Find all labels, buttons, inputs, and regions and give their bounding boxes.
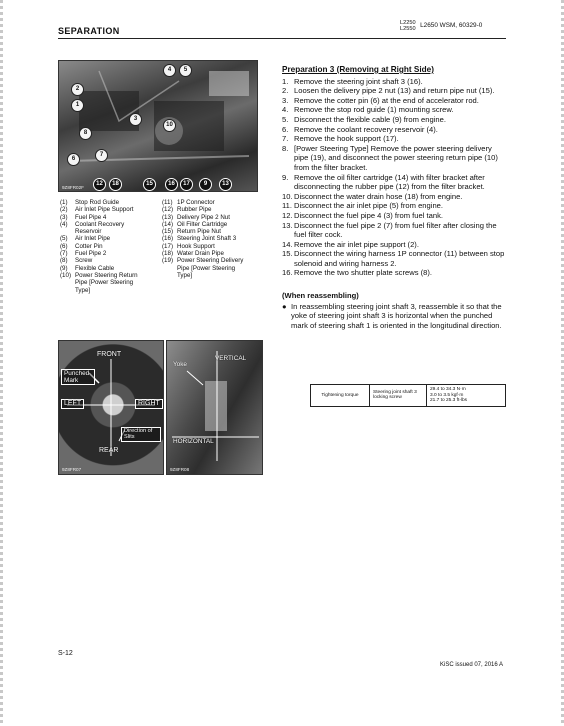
callout-6: 6	[67, 153, 80, 166]
callout-10: 10	[163, 119, 176, 132]
step: 2. Loosen the delivery pipe 2 nut (13) and return pipe nut (15).	[282, 86, 495, 96]
instructions	[282, 65, 508, 330]
legend-item: (4) Coolant Recovery	[60, 220, 125, 228]
legend-left	[60, 199, 160, 294]
bullet-icon: ●	[282, 301, 287, 311]
step: 3. Remove the cotter pin (6) at the end of accelerator rod.	[282, 95, 479, 105]
header-rule	[58, 38, 506, 39]
steering-shaft-photo	[58, 340, 164, 475]
issue-note: KiSC issued 07, 2016 A	[440, 662, 504, 668]
page-number: S-12	[58, 650, 73, 657]
legend-item: Type]	[177, 271, 193, 279]
step: 9. Remove the oil filter cartridge (14) with filter bracket after disconnecting the rubber pipe (12) from the filter bracket.	[282, 172, 485, 192]
label-right: RIGHT	[135, 399, 163, 409]
callout-4: 4	[163, 64, 176, 77]
legend-item: (16) Steering Joint Shaft 3	[162, 235, 237, 243]
yoke-photo	[166, 340, 263, 475]
callout-5: 5	[179, 64, 192, 77]
step: 1. Remove the steering joint shaft 3 (16).	[282, 76, 423, 86]
label-direction-slits: Direction of Slits	[121, 427, 161, 442]
legend-item: (10) Power Steering Return	[60, 271, 138, 279]
step: 7. Remove the hook support (17).	[282, 134, 399, 144]
callout-3: 3	[129, 113, 142, 126]
callout-7: 7	[95, 149, 108, 162]
callout-12: 12	[93, 178, 106, 191]
torque-values	[427, 385, 506, 407]
photo-code: 9Z8FR07	[62, 467, 82, 472]
preparation-title: Preparation 3 (Removing at Right Side)	[282, 65, 434, 74]
legend-item: (2) Air Inlet Pipe Support	[60, 206, 134, 214]
header-reference	[400, 20, 482, 33]
step: 15. Disconnect the wiring harness 1P connector (11) between stop solenoid and wiring harness 2.	[282, 249, 505, 268]
torque-label: Tightening torque	[311, 385, 370, 407]
legend-right	[162, 199, 264, 279]
section-title: SEPARATION	[58, 26, 120, 36]
torque-value-kgfm: 3.0 to 3.5 kgf·m	[430, 392, 464, 398]
photo-code: 9Z8FR08	[170, 467, 190, 472]
step: 14. Remove the air inlet pipe support (2).	[282, 239, 419, 249]
step: 12. Disconnect the fuel pipe 4 (3) from fuel tank.	[282, 210, 443, 220]
model-list	[400, 20, 416, 33]
legend-item: (5) Air Inlet Pipe	[60, 235, 111, 243]
callout-16: 16	[165, 178, 178, 191]
step: 11. Disconnect the air inlet pipe (5) from engine.	[282, 201, 443, 211]
legend-item: (18) Water Drain Pipe	[162, 250, 224, 258]
step: 4. Remove the stop rod guide (1) mounting screw.	[282, 105, 454, 115]
legend-item: (17) Hook Support	[162, 242, 215, 250]
engine-photo	[58, 60, 258, 192]
callout-15: 15	[143, 178, 156, 191]
callout-18: 18	[109, 178, 122, 191]
step: 8. [Power Steering Type] Remove the power steering delivery pipe (19), and disconnect the power steering return pipe (10) from the filter bracket.	[282, 143, 498, 172]
callout-1: 1	[71, 99, 84, 112]
step: 10. Disconnect the water drain hose (18) from engine.	[282, 191, 463, 201]
photo-code: 9Z8FR02F	[62, 185, 84, 190]
legend-item: (13) Delivery Pipe 2 Nut	[162, 213, 230, 221]
legend-item: (3) Fuel Pipe 4	[60, 213, 107, 221]
page-edge-left	[0, 0, 3, 726]
legend-item: (19) Power Steering Delivery	[162, 257, 244, 265]
legend-item: (7) Fuel Pipe 2	[60, 250, 107, 258]
legend-item: (12) Rubber Pipe	[162, 206, 212, 214]
callout-8: 8	[79, 127, 92, 140]
label-punched-mark: Punched Mark	[61, 369, 95, 385]
label-vertical: VERTICAL	[215, 355, 247, 362]
legend-item: (14) Oil Filter Cartridge	[162, 220, 228, 228]
step: 13. Disconnect the fuel pipe 2 (7) from fuel filter after closing the fuel filter cock.	[282, 220, 497, 240]
model-1: L2250	[400, 20, 416, 26]
label-yoke: Yoke	[173, 361, 187, 368]
label-horizontal: HORIZONTAL	[173, 438, 214, 445]
legend-item: (1) Stop Rod Guide	[60, 199, 120, 206]
reassembling-note: ● In reassembling steering joint shaft 3, reassemble it so that the yoke of steering joint shaft 3 is horizontal when the punched mark of steering shaft 1 is oriented in the longitudinal direction.	[282, 301, 502, 330]
torque-table	[310, 384, 506, 407]
torque-value-ftlbs: 21.7 to 25.3 ft-lbs	[430, 398, 468, 404]
legend-item: Pipe [Power Steering	[75, 279, 134, 287]
torque-item: Steering joint shaft 3 locking screw	[370, 385, 427, 407]
legend-item: Type]	[75, 286, 91, 294]
model-2: L2550	[400, 26, 416, 33]
callout-17: 17	[180, 178, 193, 191]
legend-item: (9) Flexible Cable	[60, 264, 115, 272]
legend-item: (8) Screw	[60, 257, 93, 265]
engine-photo-detail	[59, 61, 257, 191]
legend-item: (6) Cotter Pin	[60, 242, 103, 250]
step: 6. Remove the coolant recovery reservoir (4).	[282, 124, 438, 134]
legend-item: (15) Return Pipe Nut	[162, 228, 222, 236]
label-front: FRONT	[97, 351, 122, 358]
manual-ref: L2650 WSM, 60329-0	[420, 22, 483, 30]
reassembling-title: (When reassembling)	[282, 291, 359, 301]
torque-value-nm: 29.4 to 34.3 N·m	[430, 387, 466, 392]
callout-2: 2	[71, 83, 84, 96]
legend-item: Pipe [Power Steering	[177, 264, 236, 272]
callout-13: 13	[219, 178, 232, 191]
legend-item: Reservoir	[75, 228, 102, 236]
label-left: LEFT	[61, 399, 84, 409]
step: 16. Remove the two shutter plate screws (8).	[282, 268, 433, 278]
legend-item: (11) 1P Connector	[162, 199, 215, 206]
step: 5. Disconnect the flexible cable (9) from engine.	[282, 114, 446, 124]
label-rear: REAR	[99, 447, 119, 454]
callout-9: 9	[199, 178, 212, 191]
